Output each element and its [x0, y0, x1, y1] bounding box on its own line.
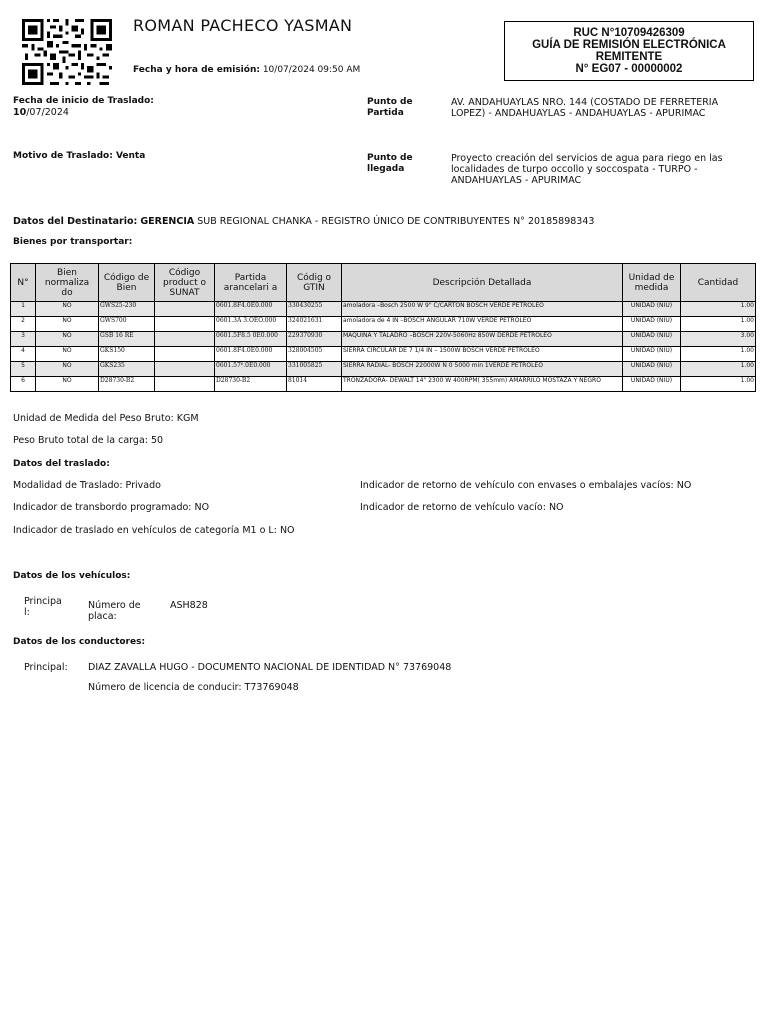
header-col-number: N° [11, 264, 36, 302]
cell-cantidad: 1.00 [681, 362, 756, 377]
doc-type-line1: GUÍA DE REMISIÓN ELECTRÓNICA [532, 39, 726, 51]
cell-partida: 0601.57⁶.0E0.000 [215, 362, 287, 377]
recipient-info: Datos del Destinatario: GERENCIA SUB REGIONAL CHANKA - REGISTRO ÚNICO DE CONTRIBUYENTES N° 20185898343 [13, 216, 595, 227]
weight-total: Peso Bruto total de la carga: 50 [13, 435, 164, 446]
cell-codigo: GSB 16 RE [99, 332, 155, 347]
header-col-partida: Partida arancelari a [215, 264, 287, 302]
cell-codigo: GWS700 [99, 317, 155, 332]
weight-unit: Unidad de Medida del Peso Bruto: KGM [13, 413, 199, 424]
destination-label: Punto de llegada [367, 153, 413, 174]
cell-n: 3 [11, 332, 36, 347]
traslado-title: Datos del traslado: [13, 459, 110, 469]
cell-sunat [155, 332, 215, 347]
cell-cantidad: 1.00 [681, 377, 756, 392]
driver-principal-label: Principal: [24, 662, 68, 673]
retorno-envases: Indicador de retorno de vehículo con envases o embalajes vacíos: NO [360, 480, 692, 491]
header-col-codigo-bien: Código de Bien [99, 264, 155, 302]
motive: Motivo de Traslado: Venta [13, 151, 146, 161]
drivers-title: Datos de los conductores: [13, 637, 146, 647]
cell-codigo: GKS235 [99, 362, 155, 377]
vehicle-principal-label: Principa l: [24, 596, 62, 618]
table-header-row [11, 264, 756, 302]
ruc-box [504, 21, 754, 81]
cell-partida: 0601.5F8.5 0E0.000 [215, 332, 287, 347]
header-col-gtin: Códig o GTIN [287, 264, 342, 302]
cell-partida: 0601.8F4.0E0.000 [215, 302, 287, 317]
cell-normalizado: NO [36, 302, 99, 317]
cell-cantidad: 1.00 [681, 317, 756, 332]
cell-partida: D28730-B2 [215, 377, 287, 392]
cell-descripcion: TRONZADORA- DEWALT 14" 2300 W 400RPM( 355mm) AMARRILO MOSTAZA Y NEGRO [342, 377, 623, 392]
cell-n: 2 [11, 317, 36, 332]
emission-label: Fecha y hora de emisión: [133, 65, 260, 75]
cell-n: 1 [11, 302, 36, 317]
cell-normalizado: NO [36, 362, 99, 377]
goods-title: Bienes por transportar: [13, 237, 133, 247]
cell-gtin: 81014 [287, 377, 342, 392]
emission-value: 10/07/2024 09:50 AM [262, 65, 361, 75]
cell-partida: 0601.8F4.0E0.000 [215, 347, 287, 362]
cell-unidad: UNIDAD (NIU) [623, 347, 681, 362]
cell-unidad: UNIDAD (NIU) [623, 302, 681, 317]
table-row [11, 302, 756, 317]
cell-sunat [155, 362, 215, 377]
qr-code [22, 19, 112, 85]
start-date-value: 10/07/2024 [13, 107, 69, 118]
table-row [11, 332, 756, 347]
driver-name: DIAZ ZAVALLA HUGO - DOCUMENTO NACIONAL DE IDENTIDAD N° 73769048 [88, 662, 452, 673]
ruc-number: RUC N°10709426309 [573, 27, 685, 39]
cell-n: 4 [11, 347, 36, 362]
header-col-codigo-sunat: Código product o SUNAT [155, 264, 215, 302]
cell-sunat [155, 317, 215, 332]
cell-cantidad: 1.00 [681, 302, 756, 317]
table-row [11, 377, 756, 392]
cell-codigo: GWS25-230 [99, 302, 155, 317]
cell-descripcion: amoladora –Bosch 2500 W 9" C/CARTON BOSCH VERDE PETROLEO [342, 302, 623, 317]
transbordo-programado: Indicador de transbordo programado: NO [13, 502, 210, 513]
issuer-name: ROMAN PACHECO YASMAN [133, 16, 353, 35]
doc-number: N° EG07 - 00000002 [575, 63, 683, 75]
cell-unidad: UNIDAD (NIU) [623, 362, 681, 377]
table-row [11, 317, 756, 332]
plate-label: Número de placa: [88, 600, 141, 622]
origin-label: Punto de Partida [367, 97, 413, 118]
cell-unidad: UNIDAD (NIU) [623, 377, 681, 392]
cell-sunat [155, 377, 215, 392]
header-col-descripcion: Descripción Detallada [342, 264, 623, 302]
cell-codigo: D28730-B2 [99, 377, 155, 392]
table-row [11, 347, 756, 362]
cell-descripcion: MAQUINA Y TALADRO –BOSCH 220V-5060Hz 850W DERDE PETROLEO [342, 332, 623, 347]
cell-cantidad: 1.00 [681, 347, 756, 362]
cell-normalizado: NO [36, 377, 99, 392]
cell-gtin: 330430255 [287, 302, 342, 317]
retorno-vacio: Indicador de retorno de vehículo vacío: NO [360, 502, 564, 513]
cell-descripcion: amoladora de 4 IN –BOSCH ANGULAR 710W VERDE PETROLEO [342, 317, 623, 332]
cell-normalizado: NO [36, 347, 99, 362]
cell-gtin: 328004505 [287, 347, 342, 362]
plate-value: ASH828 [170, 600, 208, 611]
cell-cantidad: 3.00 [681, 332, 756, 347]
destination-value: Proyecto creación del servicios de agua para riego en las localidades de turpo occollo y soccospata - TURPO - ANDAHUAYLAS - APURIMAC [451, 153, 723, 186]
modalidad-traslado: Modalidad de Traslado: Privado [13, 480, 161, 491]
cell-normalizado: NO [36, 317, 99, 332]
cell-unidad: UNIDAD (NIU) [623, 317, 681, 332]
cell-unidad: UNIDAD (NIU) [623, 332, 681, 347]
cell-n: 5 [11, 362, 36, 377]
header-col-normalizado: Bien normaliza do [36, 264, 99, 302]
cell-descripcion: SIERRA CIRCULAR DE 7 1/4 IN – 1500W BOSCH VERDE PETROLEO [342, 347, 623, 362]
header-col-cantidad: Cantidad [681, 264, 756, 302]
goods-table [10, 263, 756, 392]
table-row [11, 362, 756, 377]
cell-descripcion: SIERRA RADIAL- BOSCH 22000W N 0 5000 min 1VERDE PETROLEO [342, 362, 623, 377]
cell-partida: 0601.3A 3.OEO.000 [215, 317, 287, 332]
categoria-m1-l: Indicador de traslado en vehículos de categoría M1 o L: NO [13, 525, 295, 536]
cell-gtin: 331005825 [287, 362, 342, 377]
cell-normalizado: NO [36, 332, 99, 347]
cell-gtin: 229370930 [287, 332, 342, 347]
vehicles-title: Datos de los vehículos: [13, 571, 131, 581]
cell-codigo: GKS150 [99, 347, 155, 362]
cell-n: 6 [11, 377, 36, 392]
header-col-unidad: Unidad de medida [623, 264, 681, 302]
doc-type-line2: REMITENTE [595, 51, 663, 63]
driver-license: Número de licencia de conducir: T73769048 [88, 682, 299, 693]
emission-datetime [133, 65, 360, 75]
cell-sunat [155, 302, 215, 317]
cell-gtin: 324021631 [287, 317, 342, 332]
start-date-label: Fecha de inicio de Traslado: [13, 96, 154, 106]
origin-value: AV. ANDAHUAYLAS NRO. 144 (COSTADO DE FERRETERIA LOPEZ) - ANDAHUAYLAS - ANDAHUAYLAS - APURIMAC [451, 97, 719, 119]
cell-sunat [155, 347, 215, 362]
